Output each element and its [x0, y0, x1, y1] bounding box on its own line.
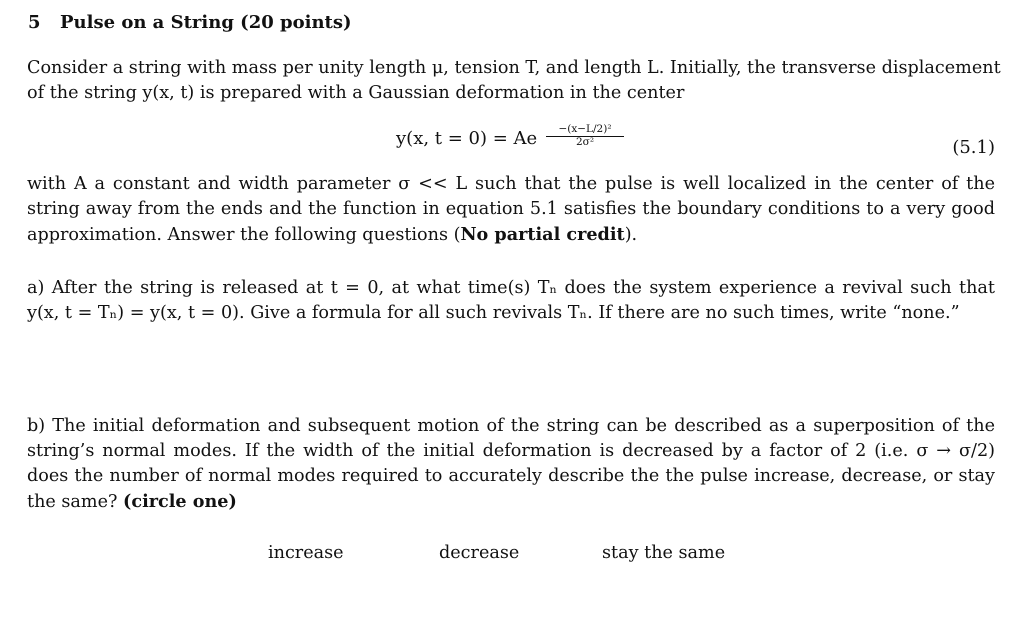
conditions-line-3-start: approximation. Answer the following questions ( — [27, 225, 461, 245]
intro-paragraph — [27, 56, 1001, 106]
part-b-line-1: b) The initial deformation and subsequent motion of the string can be described as a superposition of the — [27, 416, 995, 436]
conditions-line-3-end: ). — [624, 225, 638, 245]
part-a-line-2: y(x, t = Tₙ) = y(x, t = 0). Give a formula for all such revivals Tₙ. If there are no such times, write “none.” — [27, 303, 960, 323]
conditions-paragraph — [27, 172, 995, 248]
part-a-question — [27, 276, 995, 326]
intro-line-2: of the string y(x, t) is prepared with a Gaussian deformation in the center — [27, 83, 685, 103]
gaussian-equation — [396, 123, 612, 149]
equation-exponent — [546, 124, 624, 148]
part-b-question — [27, 414, 995, 515]
circle-one-instruction: (circle one) — [123, 491, 237, 512]
exponent-numerator: −(x−L/2)² — [546, 124, 624, 137]
equation-lhs: y(x, t = 0) = Ae — [396, 128, 538, 149]
choice-stay-the-same[interactable]: stay the same — [602, 543, 726, 563]
no-partial-credit-note: No partial credit — [460, 224, 625, 245]
part-b-line-3: does the number of normal modes required to accurately describe the the pulse increase, decrease, or stay — [27, 466, 995, 486]
problem-heading — [28, 12, 352, 33]
intro-line-1: Consider a string with mass per unity length μ, tension T, and length L. Initially, the transverse displacement — [27, 58, 1001, 78]
part-b-line-2: string’s normal modes. If the width of the initial deformation is decreased by a factor of 2 (i.e. σ → σ/2) — [27, 441, 995, 461]
conditions-line-3 — [27, 222, 995, 248]
equation-label: (5.1) — [952, 137, 995, 158]
conditions-line-2: string away from the ends and the function in equation 5.1 satisfies the boundary conditions to a very good — [27, 199, 995, 219]
part-a-line-1: a) After the string is released at t = 0, at what time(s) Tₙ does the system experience a revival such that — [27, 278, 995, 298]
part-b-line-4-start: the same? — [27, 492, 124, 512]
problem-number: 5 — [28, 12, 41, 33]
conditions-line-1: with A a constant and width parameter σ << L such that the pulse is well localized in the center of the — [27, 174, 995, 194]
problem-title: Pulse on a String (20 points) — [60, 12, 352, 33]
choice-increase[interactable]: increase — [268, 543, 344, 563]
part-b-line-4 — [27, 489, 995, 515]
choice-decrease[interactable]: decrease — [439, 543, 520, 563]
exponent-denominator: 2σ² — [575, 136, 595, 148]
